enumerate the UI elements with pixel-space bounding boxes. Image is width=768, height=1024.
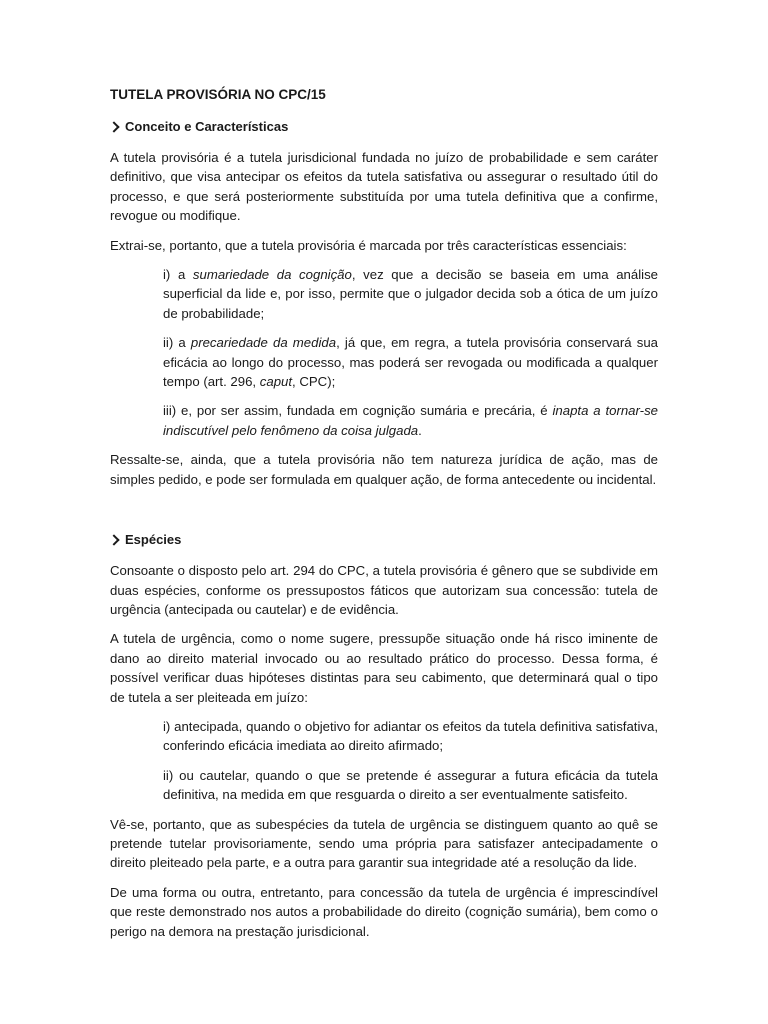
emphasis-text: sumariedade da cognição bbox=[192, 267, 352, 283]
emphasis-text: precariedade da medida bbox=[190, 335, 337, 351]
paragraph: Extrai-se, portanto, que a tutela provisória é marcada por três características essenciais: bbox=[110, 237, 627, 253]
text-run: , vez que a decisão se baseia em uma análise superficial da lide e, por isso, permite que o julgador decida sob a ótica de um juízo de probabilidade; bbox=[163, 267, 658, 321]
list-item bbox=[163, 401, 658, 440]
emphasis-text: caput bbox=[259, 374, 293, 390]
text-run: ii) a bbox=[163, 335, 191, 351]
emphasis-text: inapta a tornar-se indiscutível pelo fenômeno da coisa julgada bbox=[163, 403, 658, 438]
document-page bbox=[110, 86, 658, 951]
text-run: . bbox=[418, 422, 422, 438]
list-item bbox=[163, 265, 658, 323]
paragraph: A tutela de urgência, como o nome sugere, pressupõe situação onde há risco iminente de dano ao direito material invocado ou ao resultado prático do processo. Dessa forma, é possível verificar duas hipóteses distintas para seu cabimento, que determinará qual o tipo de tutela a ser pleiteada em juízo: bbox=[110, 631, 658, 705]
section-heading-label: Conceito e Características bbox=[125, 119, 289, 134]
list-item: i) antecipada, quando o objetivo for adiantar os efeitos da tutela definitiva satisfativa, conferindo eficácia imediata ao direito afirmado; bbox=[163, 718, 658, 754]
paragraph: Vê-se, portanto, que as subespécies da tutela de urgência se distinguem quanto ao quê se pretende tutelar provisoriamente, sendo uma própria para satisfazer antecipadamente o direito pleiteado pela parte, e a outra para garantir sua integridade até a resolução da lide. bbox=[110, 816, 658, 871]
list-item: ii) ou cautelar, quando o que se pretende é assegurar a futura eficácia da tutela definitiva, na medida em que resguarda o direito a ser eventualmente satisfeito. bbox=[163, 767, 658, 803]
text-run: , já que, em regra, a tutela provisória conservará sua eficácia ao longo do processo, mas poderá ser revogada ou modificada a qualquer tempo (art. 296, bbox=[163, 335, 658, 390]
text-run: i) a bbox=[163, 267, 193, 283]
text-run: iii) e, por ser assim, fundada em cognição sumária e precária, é bbox=[163, 403, 553, 419]
section-heading-label: Espécies bbox=[125, 532, 182, 548]
paragraph: A tutela provisória é a tutela jurisdicional fundada no juízo de probabilidade e sem caráter definitivo, que visa antecipar os efeitos da tutela satisfativa ou assegurar o resultado útil do processo, e que será posteriormente substituída por uma tutela definitiva que a confirme, revogue ou modifique. bbox=[110, 150, 658, 224]
paragraph: Consoante o disposto pelo art. 294 do CPC, a tutela provisória é gênero que se subdivide em duas espécies, conforme os pressupostos fáticos que autorizam sua concessão: tutela de urgência (antecipada ou cautelar) e de evidência. bbox=[110, 563, 658, 617]
section-spacer bbox=[110, 499, 658, 531]
paragraph: De uma forma ou outra, entretanto, para concessão da tutela de urgência é imprescindível que reste demonstrado nos autos a probabilidade do direito (cognição sumária), bem como o perigo na demora na prestação jurisdicional. bbox=[110, 884, 658, 939]
text-run: , CPC); bbox=[292, 374, 336, 390]
document-title: TUTELA PROVISÓRIA NO CPC/15 bbox=[110, 87, 326, 102]
chevron-right-icon bbox=[108, 121, 119, 132]
section-heading-conceito bbox=[110, 118, 658, 136]
list-item bbox=[163, 333, 658, 391]
section-heading-especies bbox=[110, 531, 658, 549]
paragraph: Ressalte-se, ainda, que a tutela provisória não tem natureza jurídica de ação, mas de simples pedido, e pode ser formulada em qualquer ação, de forma antecedente ou incidental. bbox=[110, 452, 658, 487]
chevron-right-icon bbox=[108, 534, 119, 545]
